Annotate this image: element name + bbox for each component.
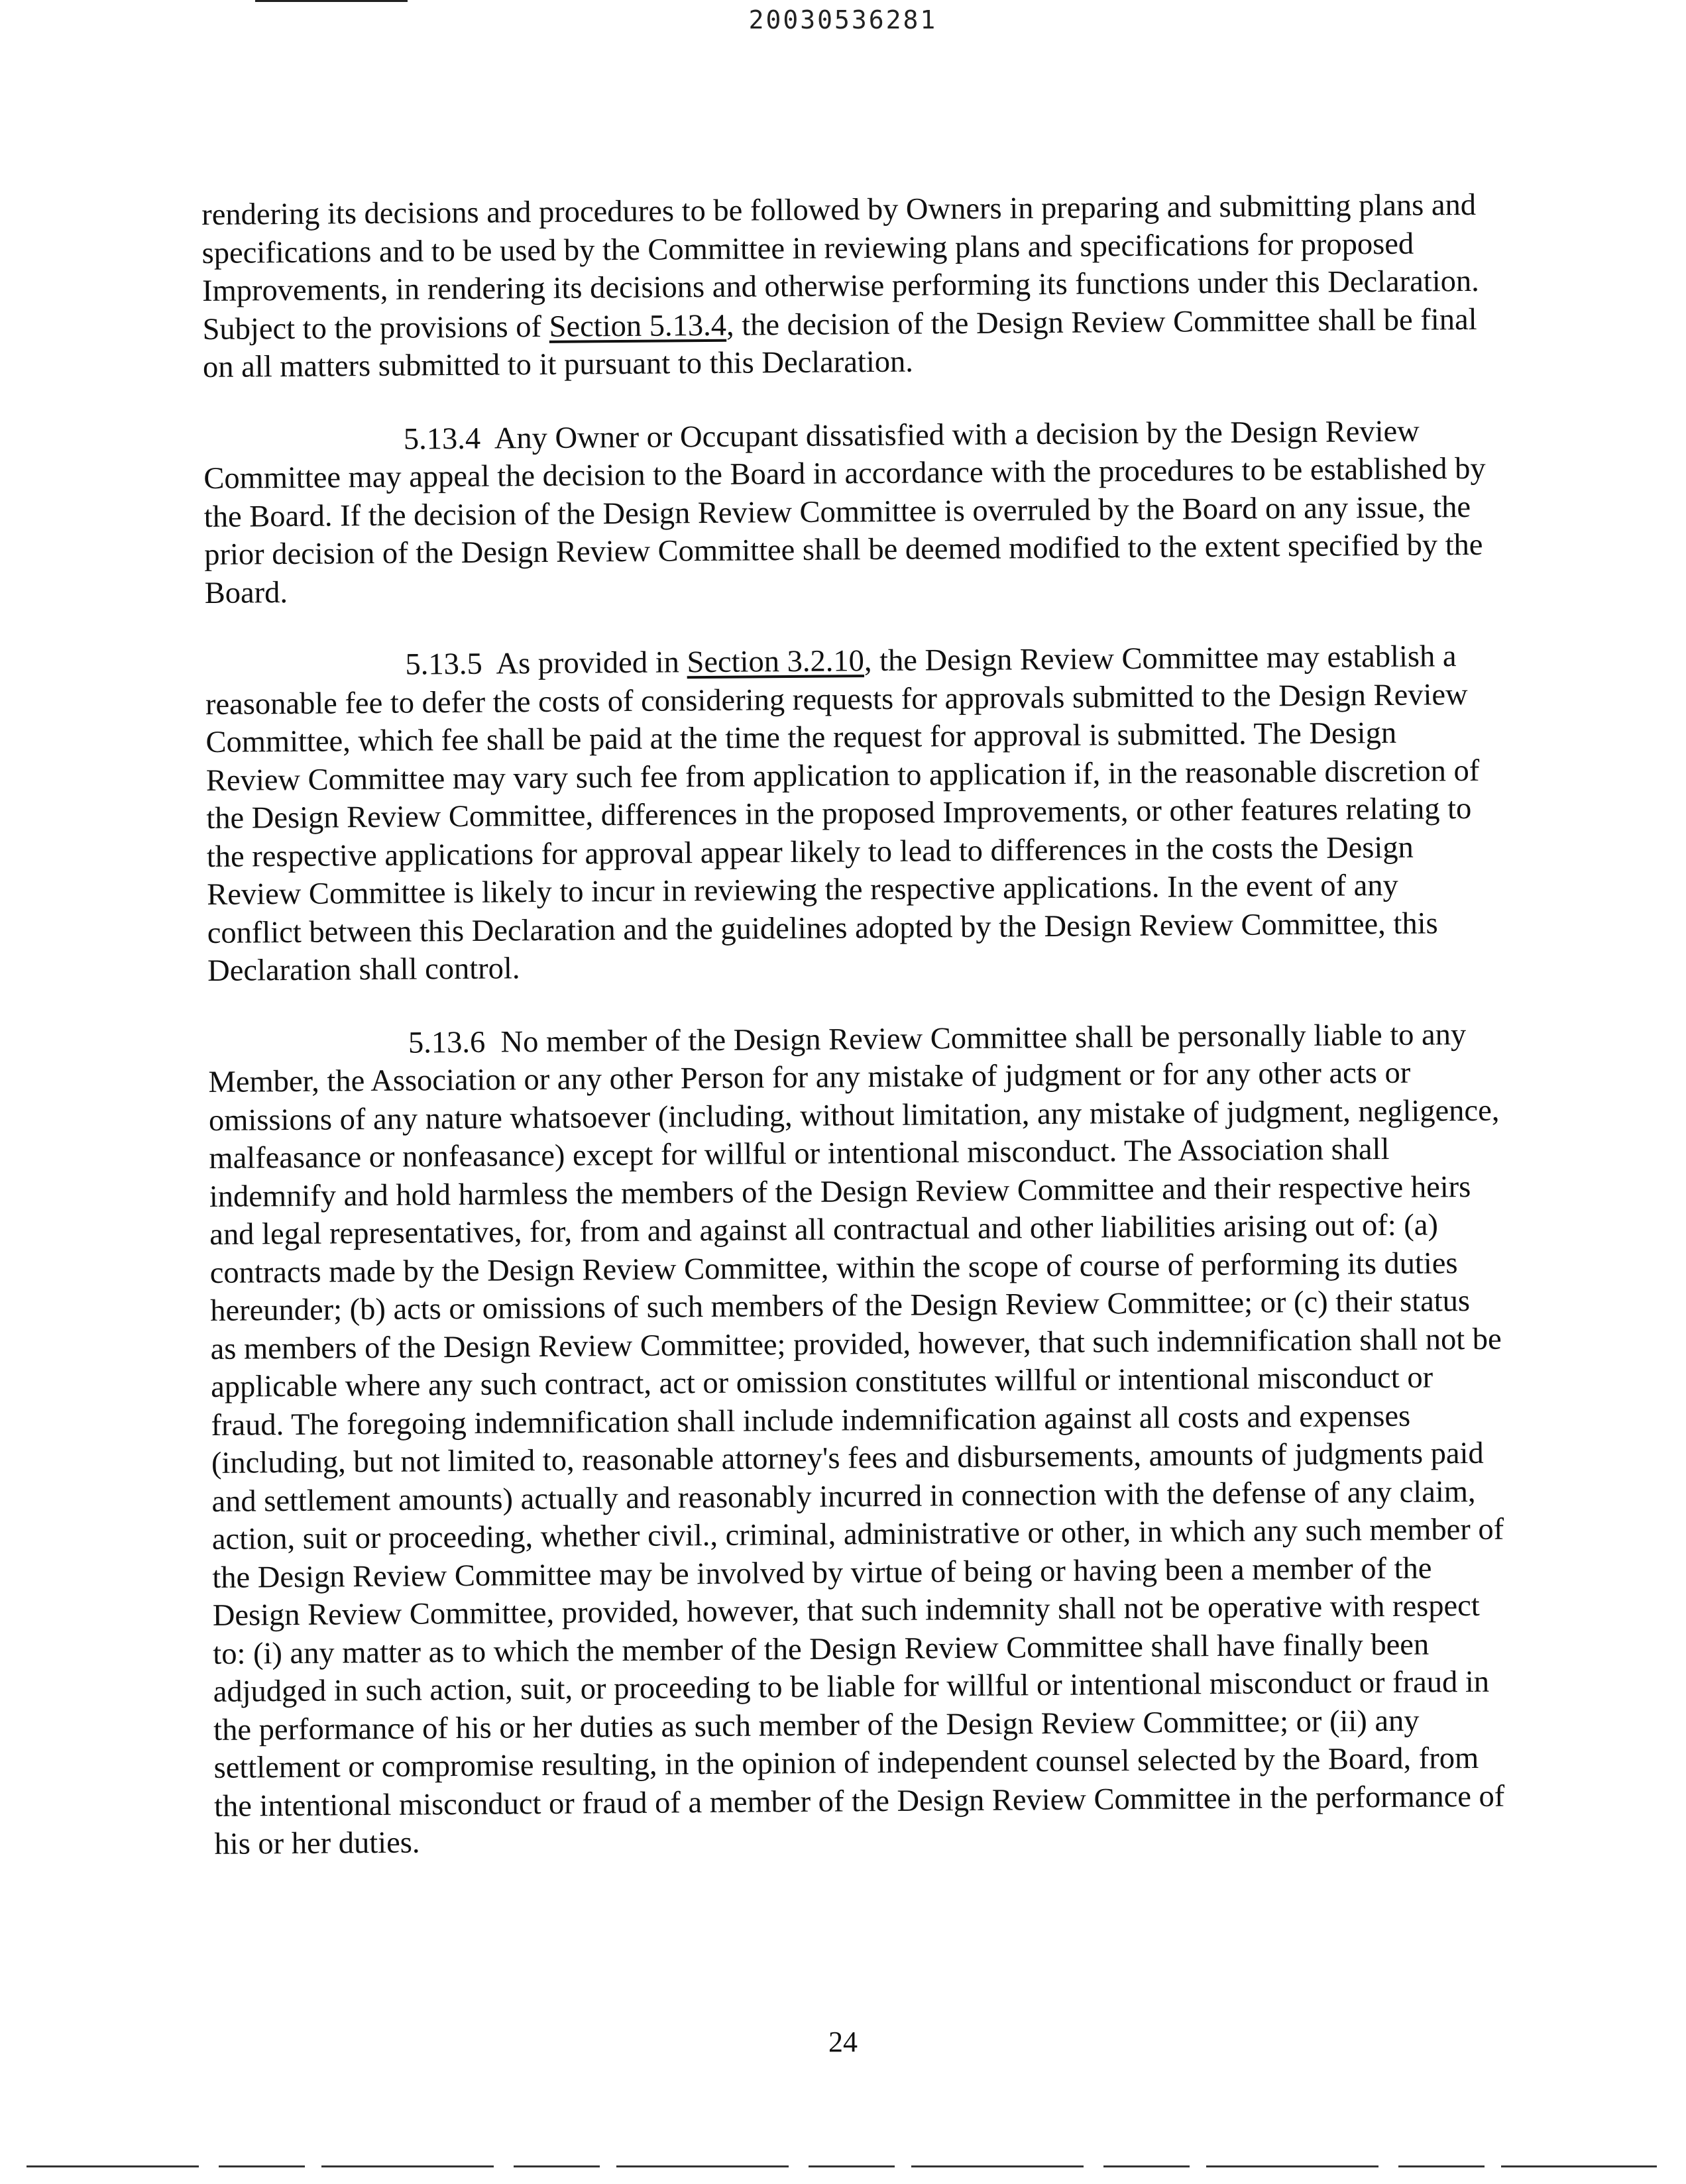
paragraph-5-13-6 bbox=[208, 1015, 1507, 1863]
page-number: 24 bbox=[828, 2026, 858, 2058]
bottom-scan-rule bbox=[27, 2165, 1657, 2167]
paragraph-text: rendering its decisions and procedures to be followed by Owners in preparing and submitting plans and specifications and to be used by the Committee in reviewing plans and specifications for proposed Improvements, in rendering its decisions and otherwise performing its functions under this Declaration. Subject to the provisions of bbox=[201, 188, 1479, 347]
paragraph-5-13-5 bbox=[205, 637, 1500, 991]
paragraph-text: , the decision of the Design Review Committee shall be final on all matters submitted to it pursuant to this Declaration. bbox=[202, 302, 1477, 384]
paragraph-5-13-4 bbox=[203, 411, 1497, 612]
document-body bbox=[201, 186, 1507, 1899]
section-number: 5.13.5 bbox=[405, 647, 483, 682]
section-reference: Section 3.2.10 bbox=[687, 644, 865, 680]
section-number: 5.13.6 bbox=[408, 1025, 486, 1060]
paragraph-text: As provided in bbox=[496, 645, 687, 681]
paragraph-text: No member of the Design Review Committee shall be personally liable to any Member, the Association or any other Person for any mistake of judgment or for any other acts or omissions of any nature whatsoever (including, without limitation, any mistake of judgment, negligence, malfeasance or nonfeasance) except for willful or intentional misconduct. The Association shall indemnify and hold harmless the members of the Design Review Committee and their respective heirs and legal representatives, for, from and against all contractual and other liabilities arising out of: (a) contracts made by the Design Review Committee, within the scope of course of performing its duties hereunder; (b) acts or omissions of such members of the Design Review Committee; or (c) their status as members of the Design Review Committee; provided, however, that such indemnification shall not be applicable where any such contract, act or omission constitutes willful or intentional misconduct or fraud. The foregoing indemnification shall include indemnification against all costs and expenses (including, but not limited to, reasonable attorney's fees and disbursements, amounts of judgments paid and settlement amounts) actually and reasonably incurred in connection with the defense of any claim, action, suit or proceeding, whether civil., criminal, administrative or other, in which any such member of the Design Review Committee may be involved by virtue of being or having been a member of the Design Review Committee, provided, however, that such indemnity shall not be operative with respect to: (i) any matter as to which the member of the Design Review Committee shall have finally been adjudged in such action, suit, or proceeding to be liable for willful or intentional misconduct or fraud in the performance of his or her duties as such member of the Design Review Committee; or (ii) any settlement or compromise resulting, in the opinion of independent counsel selected by the Board, from the intentional misconduct or fraud of a member of the Design Review Committee in the performance of his or her duties. bbox=[208, 1017, 1505, 1861]
paragraph-continuation bbox=[201, 186, 1495, 387]
document-id: 20030536281 bbox=[748, 5, 938, 34]
paragraph-text: , the Design Review Committee may establish a reasonable fee to defer the costs of considering requests for approvals submitted to the Design Review Committee, which fee shall be paid at the time the request for approval is submitted. The Design Review Committee may vary such fee from application to application if, in the reasonable discretion of the Design Review Committee, differences in the proposed Improvements, or other features relating to the respective applications for approval appear likely to lead to differences in the costs the Design Review Committee is likely to incur in reviewing the respective applications. In the event of any conflict between this Declaration and the guidelines adopted by the Design Review Committee, this Declaration shall control. bbox=[205, 639, 1480, 988]
section-reference: Section 5.13.4 bbox=[549, 308, 727, 344]
paragraph-text: Any Owner or Occupant dissatisfied with a decision by the Design Review Committee may appeal the decision to the Board in accordance with the procedures to be established by the Board. If the decision of the Design Review Committee is overruled by the Board on any issue, the prior decision of the Design Review Committee shall be deemed modified to the extent specified by the Board. bbox=[203, 414, 1486, 610]
section-number: 5.13.4 bbox=[403, 421, 481, 457]
top-scan-rule bbox=[255, 0, 408, 2]
